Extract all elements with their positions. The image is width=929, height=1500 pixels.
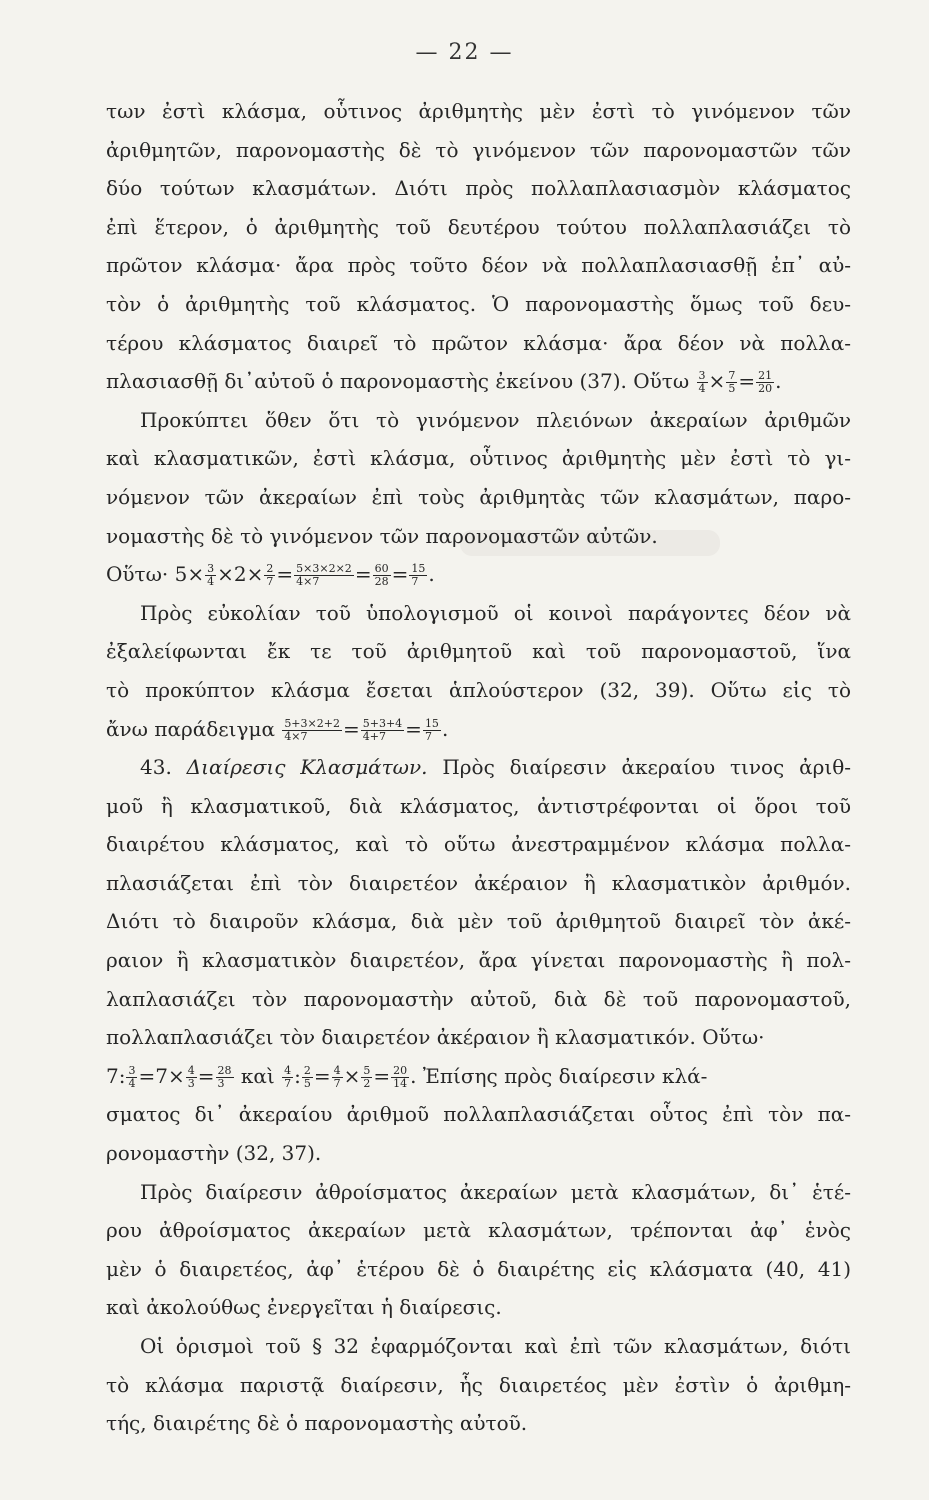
- text-line: τής, διαιρέτης δὲ ὁ παρονομαστὴς αὐτοῦ.: [106, 1411, 528, 1436]
- and-word: καὶ: [240, 1063, 275, 1088]
- section-title: Διαίρεσις Κλασμάτων.: [186, 755, 428, 780]
- text-line-formula: πλασιασθῇ δι᾽αὐτοῦ ὁ παρονομαστὴς ἐκείνου (37). Οὕτω $\frac{3}{4}$ × $\frac{7}{5}$ = $\frac{21}{20}$ .: [106, 369, 782, 396]
- text-line: νόμενον τῶν ἀκεραίων ἐπὶ τοὺς ἀριθμητὰς τῶν κλασμάτων, παρο-: [106, 484, 851, 509]
- number: 2: [233, 562, 247, 587]
- fraction: $\frac{4}{3}$: [187, 1063, 195, 1090]
- text-line: Προκύπτει ὅθεν ὅτι τὸ γινόμενον πλειόνων ἀκεραίων ἀριθμῶν: [140, 407, 851, 432]
- text-line: σματος δι᾽ ἀκεραίου ἀριθμοῦ πολλαπλασιάζεται οὗτος ἐπὶ τὸν πα-: [106, 1102, 851, 1127]
- text-line-formula: Οὕτω· 5× $\frac{3}{4}$ ×2× $\frac{2}{7}$ = $\frac{5\times 3\times 2\times 2}{4\times 7}$ = $\frac{60}{28}$ = $\frac{15}{7}$ .: [106, 562, 435, 589]
- equals-sign: =: [373, 1063, 391, 1088]
- text-line: ἐπὶ ἕτερον, ὁ ἀριθμητὴς τοῦ δευτέρου τούτου πολλαπλασιάζει τὸ: [106, 214, 851, 239]
- fraction: $\frac{5\times 3\times 2\times 2}{4\times 7}$: [296, 562, 352, 589]
- text-line: των ἐστὶ κλάσμα, οὗτινος ἀριθμητὴς μὲν ἐστὶ τὸ γινόμενον τῶν: [106, 99, 851, 123]
- text-line: Πρὸς διαίρεσιν ἀθροίσματος ἀκεραίων μετὰ κλασμάτων, δι᾽ ἑτέ-: [140, 1179, 851, 1204]
- text-line: Διότι τὸ διαιροῦν κλάσμα, διὰ μὲν τοῦ ἀριθμητοῦ διαιρεῖ τὸν ἀκέ-: [106, 909, 851, 934]
- text-line: ραιον ἢ κλασματικὸν διαιρετέον, ἄρα γίνεται παρονομαστὴς ἢ πολ-: [106, 948, 851, 973]
- text-line-formula: ἄνω παράδειγμα $\frac{5+3\times 2+2}{4\times 7}$ = $\frac{5+3+4}{4+7}$ = $\frac{15}{7}$ .: [106, 716, 449, 743]
- text-line: μὲν ὁ διαιρετέος, ἀφ᾽ ἑτέρου δὲ ὁ διαιρέτης εἰς κλάσματα (40, 41): [106, 1256, 851, 1281]
- text-line: Πρὸς εὐκολίαν τοῦ ὑπολογισμοῦ οἱ κοινοὶ παράγοντες δέον νὰ: [140, 600, 851, 625]
- text-line: τὸν ὁ ἀριθμητὴς τοῦ κλάσματος. Ὁ παρονομαστὴς ὅμως τοῦ δευ-: [106, 291, 851, 316]
- text-line: ἐξαλείφωνται ἔκ τε τοῦ ἀριθμητοῦ καὶ τοῦ παρονομαστοῦ, ἵνα: [106, 639, 851, 664]
- text-line: τὸ προκύπτον κλάσμα ἔσεται ἁπλούστερον (32, 39). Οὕτω εἰς τὸ: [106, 677, 851, 702]
- fraction: $\frac{3}{4}$: [207, 562, 215, 589]
- text-line: καὶ κλασματικῶν, ἐστὶ κλάσμα, οὗτινος ἀριθμητὴς μὲν ἐστὶ τὸ γι-: [106, 446, 851, 471]
- fraction: $\frac{2}{5}$: [303, 1063, 311, 1090]
- fraction: $\frac{5+3\times 2+2}{4\times 7}$: [284, 716, 340, 743]
- section-text: Πρὸς διαίρεσιν ἀκεραίου τινος ἀριθ-: [442, 755, 851, 780]
- fraction: $\frac{7}{5}$: [728, 369, 736, 396]
- text-line: νομαστὴς δὲ τὸ γινόμενον τῶν παρονομαστῶν αὐτῶν.: [106, 523, 658, 548]
- text-line-formula: 7: $\frac{3}{4}$ =7× $\frac{4}{3}$ = $\frac{28}{3}$ καὶ $\frac{4}{7}$ : $\frac{2}{5}$ = $\frac{4}{7}$ × $\frac{5}{2}$ = $\frac{20}{14}$ . Ἐπίσης πρὸς διαίρεσιν κλά-: [106, 1063, 708, 1090]
- text-line: ρου ἀθροίσματος ἀκεραίων μετὰ κλασμάτων, τρέπονται ἀφ᾽ ἑνὸς: [106, 1218, 851, 1243]
- fraction: $\frac{5+3+4}{4+7}$: [362, 716, 403, 743]
- page-text: [106, 92, 851, 1443]
- fraction: $\frac{60}{28}$: [374, 562, 389, 589]
- text-line: μοῦ ἢ κλασματικοῦ, διὰ κλάσματος, ἀντιστρέφονται οἱ ὅροι τοῦ: [106, 793, 851, 818]
- fraction: $\frac{15}{7}$: [424, 716, 439, 743]
- line-text: πλασιασθῇ δι᾽αὐτοῦ ὁ παρονομαστὴς ἐκείνου (37). Οὕτω: [106, 369, 690, 394]
- line-text: Ἐπίσης πρὸς διαίρεσιν κλά-: [422, 1063, 708, 1088]
- text-line: καὶ ἀκολούθως ἐνεργεῖται ἡ διαίρεσις.: [106, 1295, 502, 1320]
- text-line: πλασιάζεται ἐπὶ τὸν διαιρετέον ἀκέραιον ἢ κλασματικὸν ἀριθμόν.: [106, 870, 851, 895]
- text-line: διαιρέτου κλάσματος, καὶ τὸ οὕτω ἀνεστραμμένον κλάσμα πολλα-: [106, 832, 851, 857]
- text-line: πολλαπλασιάζει τὸν διαιρετέον ἀκέραιον ἢ κλασματικόν. Οὕτω·: [106, 1025, 765, 1050]
- equals-sign: =: [276, 562, 294, 587]
- fraction: $\frac{3}{4}$: [128, 1063, 136, 1090]
- text-line: ἀριθμητῶν, παρονομαστὴς δὲ τὸ γινόμενον τῶν παρονομαστῶν τῶν: [106, 137, 851, 162]
- text-line: τέρου κλάσματος διαιρεῖ τὸ πρῶτον κλάσμα· ἄρα δέον νὰ πολλα-: [106, 330, 851, 355]
- line-text: Οὕτω· 5×: [106, 562, 205, 587]
- fraction: $\frac{15}{7}$: [411, 562, 426, 589]
- fraction: $\frac{3}{4}$: [698, 369, 706, 396]
- fraction: $\frac{28}{3}$: [217, 1063, 232, 1090]
- number: 7: [155, 1063, 168, 1088]
- times-sign: ×: [217, 562, 234, 587]
- text-line: τὸ κλάσμα παριστᾷ διαίρεσιν, ἧς διαιρετέος μὲν ἐστὶν ὁ ἀριθμη-: [106, 1372, 851, 1397]
- equals-sign: =: [313, 1063, 331, 1088]
- fraction: $\frac{20}{14}$: [393, 1063, 408, 1090]
- text-line: Οἱ ὁρισμοὶ τοῦ § 32 ἐφαρμόζονται καὶ ἐπὶ τῶν κλασμάτων, διότι: [140, 1334, 851, 1358]
- times-sign: ×: [708, 369, 726, 394]
- page-number: — 22 —: [415, 40, 514, 65]
- line-text: 7:: [106, 1063, 126, 1088]
- fraction: $\frac{2}{7}$: [266, 562, 274, 589]
- equals-sign: =: [197, 1063, 215, 1088]
- text-line: δύο τούτων κλασμάτων. Διότι πρὸς πολλαπλασιασμὸν κλάσματος: [106, 176, 851, 201]
- equals-sign: =: [405, 716, 422, 741]
- times-sign: ×: [343, 1063, 361, 1088]
- equals-sign: =: [138, 1063, 156, 1088]
- fraction: $\frac{4}{7}$: [333, 1063, 341, 1090]
- equals-sign: =: [354, 562, 372, 587]
- section-number: 43.: [140, 755, 172, 780]
- fraction: $\frac{4}{7}$: [284, 1063, 292, 1090]
- equals-sign: =: [738, 369, 756, 394]
- times-sign: ×: [167, 1063, 185, 1088]
- fraction: $\frac{5}{2}$: [363, 1063, 371, 1090]
- colon-sign: :: [294, 1063, 301, 1088]
- text-line: ρονομαστὴν (32, 37).: [106, 1141, 322, 1166]
- equals-sign: =: [391, 562, 409, 587]
- equals-sign: =: [342, 716, 360, 741]
- section-heading-line: [106, 748, 851, 787]
- fraction: $\frac{21}{20}$: [758, 369, 773, 396]
- times-sign: ×: [246, 562, 264, 587]
- line-text: ἄνω παράδειγμα: [106, 716, 275, 741]
- text-line: πρῶτον κλάσμα· ἄρα πρὸς τοῦτο δέον νὰ πολλαπλασιασθῇ ἐπ᾽ αὐ-: [106, 253, 851, 278]
- text-line: λαπλασιάζει τὸν παρονομαστὴν αὐτοῦ, διὰ δὲ τοῦ παρονομαστοῦ,: [106, 986, 851, 1011]
